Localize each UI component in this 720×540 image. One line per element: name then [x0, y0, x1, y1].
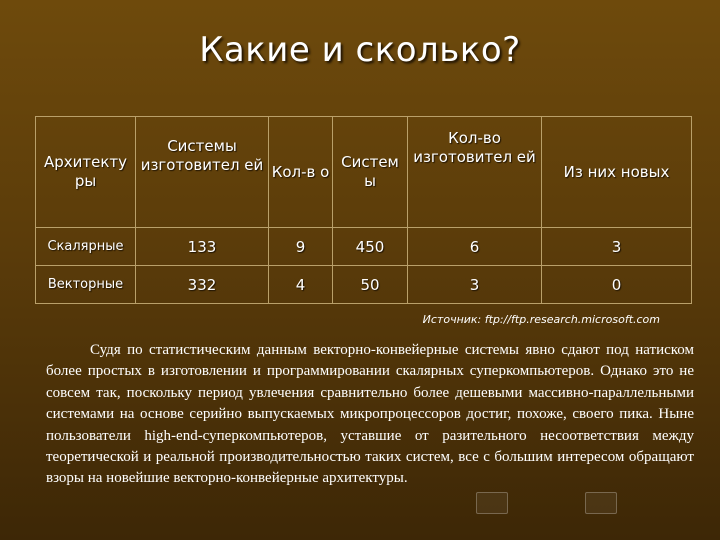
header-architecture: Архитекту ры — [36, 117, 136, 228]
source-note — [0, 313, 660, 326]
table-cell: 9 — [269, 228, 333, 266]
table-cell: 50 — [333, 266, 408, 304]
header-new-ones: Из них новых — [542, 117, 692, 228]
header-systems: Систем ы — [333, 117, 408, 228]
table-cell: 6 — [408, 228, 542, 266]
table-cell: 332 — [136, 266, 269, 304]
row-label: Скалярные — [36, 228, 136, 266]
slideshow-next-button[interactable] — [585, 492, 617, 514]
header-count: Кол-в о — [269, 117, 333, 228]
table-cell: 3 — [542, 228, 692, 266]
table-row — [36, 228, 692, 266]
body-paragraph: Судя по статистическим данным векторно-конвейерные системы явно сдают под натиском более простых в изготовлении и программировании скалярных суперкомпьютеров. Однако это не совсем так, поскольку период увлечения сравнительно более дешевыми массивно-параллельными системами на основе серийно выпускаемых микропроцессоров достиг, похоже, своего пика. Ныне пользователи high-end-суперкомпьютеров, уставшие от разительного несоответствия между теоретической и реальной производительностью таких систем, все с большим интересом обращают взоры на новейшие векторно-конвейерные архитектуры. — [46, 342, 694, 487]
header-manufacturer-count: Кол-во изготовител ей — [408, 117, 542, 228]
header-system-manufacturers: Системы изготовител ей — [136, 117, 269, 228]
table-cell: 0 — [542, 266, 692, 304]
table-row — [36, 266, 692, 304]
slideshow-prev-button[interactable] — [476, 492, 508, 514]
table-cell: 133 — [136, 228, 269, 266]
table-cell: 450 — [333, 228, 408, 266]
statistics-table — [35, 116, 692, 304]
source-link[interactable]: ftp://ftp.research.microsoft.com — [484, 313, 660, 326]
table-header-row — [36, 117, 692, 228]
source-label: Источник: — [422, 313, 482, 326]
table-cell: 3 — [408, 266, 542, 304]
table-cell: 4 — [269, 266, 333, 304]
row-label: Векторные — [36, 266, 136, 304]
slide-title: Какие и сколько? — [199, 30, 521, 70]
